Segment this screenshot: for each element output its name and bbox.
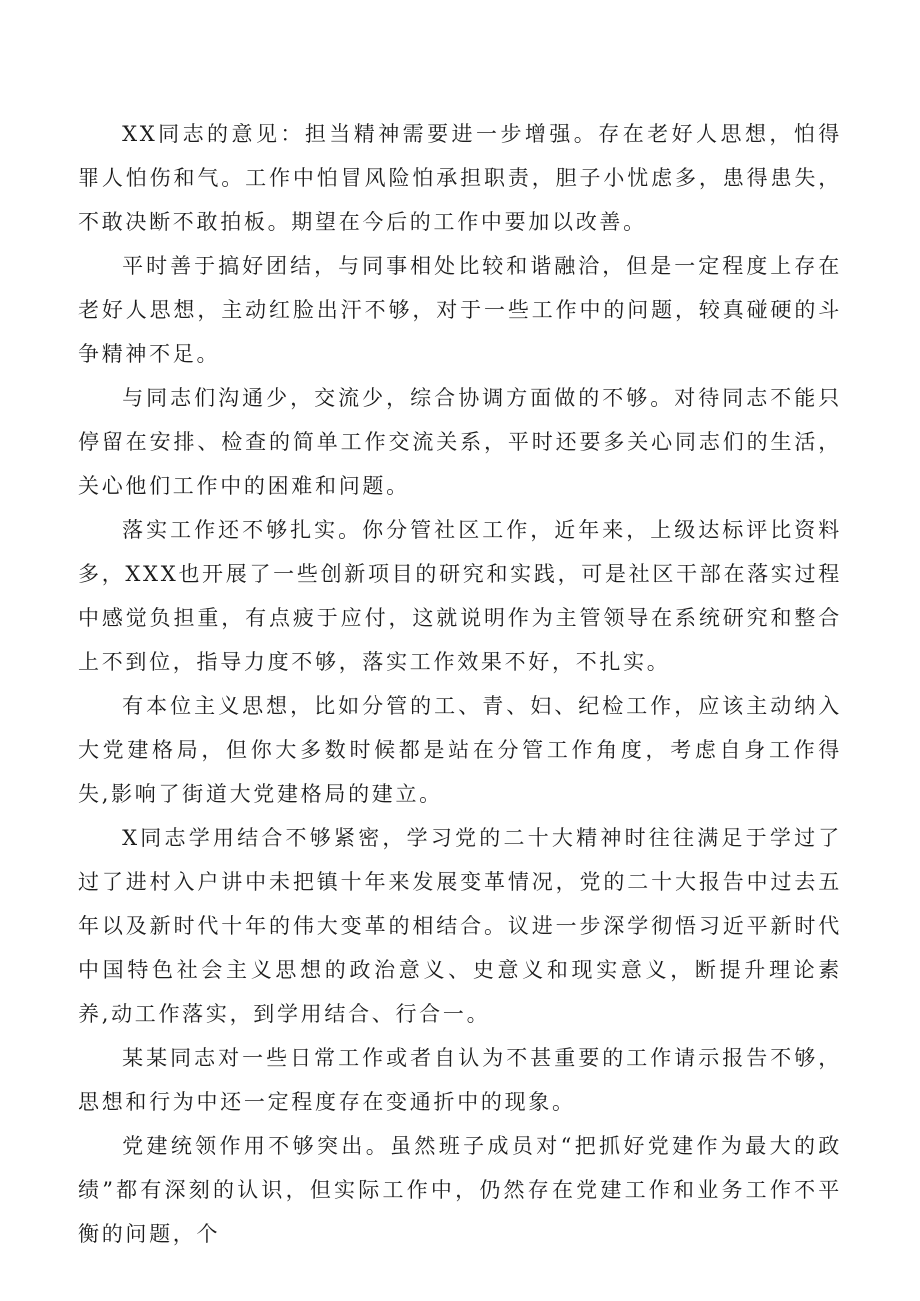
paragraph-2: 平时善于搞好团结，与同事相处比较和谐融洽，但是一定程度上存在老好人思想，主动红脸出汗不够，对于一些工作中的问题，较真碰硬的斗争精神不足。 bbox=[78, 254, 842, 366]
paragraph-1: XX同志的意见：担当精神需要进一步增强。存在老好人思想，怕得罪人怕伤和气。工作中怕冒风险怕承担职责，胆子小忧虑多，患得患失，不敢决断不敢拍板。期望在今后的工作中要加以改善。 bbox=[78, 122, 842, 234]
paragraph-5: 有本位主义思想，比如分管的工、青、妇、纪检工作，应该主动纳入大党建格局，但你大多数时候都是站在分管工作角度，考虑自身工作得失,影响了街道大党建格局的建立。 bbox=[78, 694, 842, 806]
paragraph-7: 某某同志对一些日常工作或者自认为不甚重要的工作请示报告不够，思想和行为中还一定程度存在变通折中的现象。 bbox=[78, 1046, 842, 1114]
paragraph-6: X同志学用结合不够紧密，学习党的二十大精神时往往满足于学过了过了进村入户讲中未把镇十年来发展变革情况，党的二十大报告中过去五年以及新时代十年的伟大变革的相结合。议进一步深学彻悟习近平新时代中国特色社会主义思想的政治意义、史意义和现实意义，断提升理论素养,动工作落实，到学用结合、行合一。 bbox=[78, 826, 842, 1026]
paragraph-8: 党建统领作用不够突出。虽然班子成员对“把抓好党建作为最大的政绩”都有深刻的认识，但实际工作中，仍然存在党建工作和业务工作不平衡的问题，个 bbox=[78, 1134, 842, 1246]
paragraph-4: 落实工作还不够扎实。你分管社区工作，近年来，上级达标评比资料多，XXX也开展了一些创新项目的研究和实践，可是社区干部在落实过程中感觉负担重，有点疲于应付，这就说明作为主管领导在系统研究和整合上不到位，指导力度不够，落实工作效果不好，不扎实。 bbox=[78, 518, 842, 674]
paragraph-3: 与同志们沟通少，交流少，综合协调方面做的不够。对待同志不能只停留在安排、检查的简单工作交流关系，平时还要多关心同志们的生活，关心他们工作中的困难和问题。 bbox=[78, 386, 842, 498]
